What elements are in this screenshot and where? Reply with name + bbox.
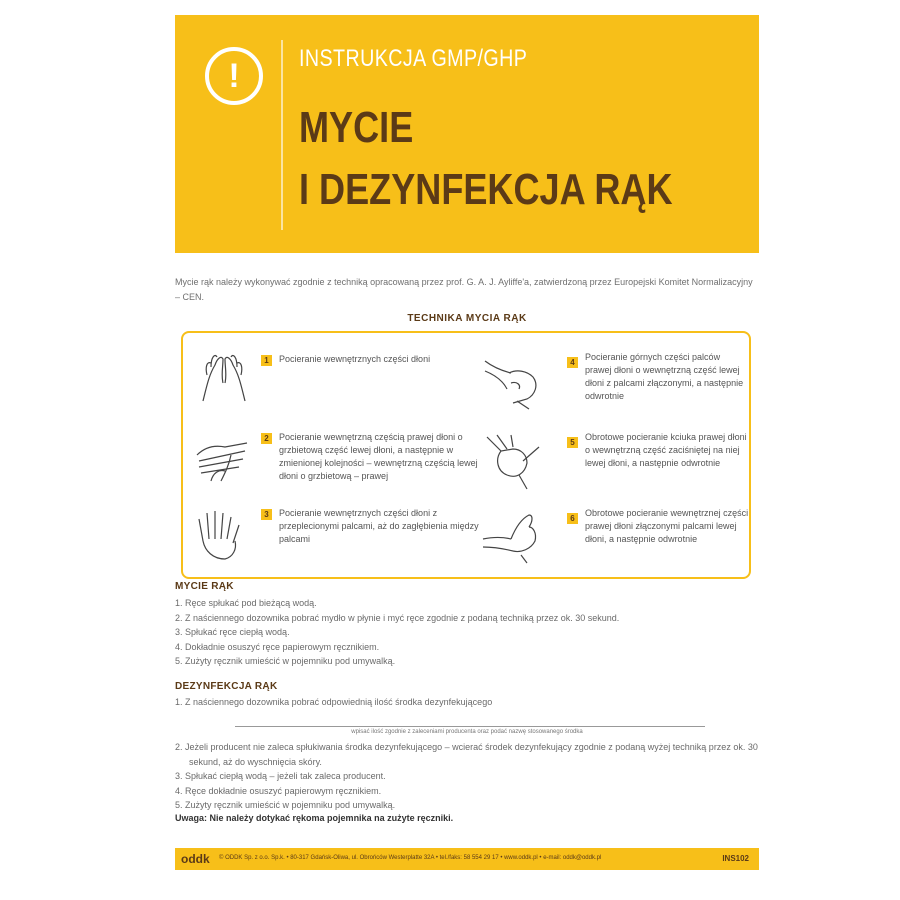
oddk-logo: oddk bbox=[181, 852, 210, 866]
list-item: 5. Zużyty ręcznik umieścić w pojemniku pod umywalką. bbox=[175, 800, 396, 810]
step-number: 6 bbox=[567, 513, 578, 524]
list-item: 3. Spłukać ręce ciepłą wodą. bbox=[175, 627, 290, 637]
hand-interlaced-icon bbox=[191, 505, 253, 563]
list-item: 4. Ręce dokładnie osuszyć papierowym ręcznikiem. bbox=[175, 785, 382, 796]
list-item: 5. Zużyty ręcznik umieścić w pojemniku pod umywalką. bbox=[175, 656, 396, 666]
exclamation-circle-icon: ! bbox=[205, 47, 263, 105]
step-text: Obrotowe pocieranie kciuka prawej dłoni o wewnętrzną część zaciśniętej na niej lewej dłoni, a następnie odwrotnie bbox=[585, 432, 747, 468]
technique-steps-box bbox=[181, 331, 751, 579]
hand-fingers-icon bbox=[483, 353, 545, 411]
footer-address: © ODDK Sp. z o.o. Sp.k. • 80-317 Gdańsk-Oliwa, ul. Obrońców Westerplatte 32A • tel./faks: 58 554 29 17 • www.oddk.pl • e-mail: oddk@oddk.pl bbox=[219, 855, 602, 861]
step-text: Pocieranie wewnętrzną częścią prawej dłoni o grzbietową część lewej dłoni, a następnie w zmienionej kolejności – wewnętrzną częścią lewej dłoni o grzbietową – prawej bbox=[279, 432, 478, 481]
step-text: Pocieranie górnych części palców prawej dłoni o wewnętrzną część lewej dłoni z palcami złączonymi, a następnie odwrotnie bbox=[585, 352, 744, 401]
title-line-2: I DEZYNFEKCJA RĄK bbox=[299, 165, 673, 214]
fill-in-note: wpisać ilość zgodnie z zaleceniami producenta oraz podać nazwę stosowanego środka bbox=[351, 729, 583, 735]
step-number: 4 bbox=[567, 357, 578, 368]
washing-title: MYCIE RĄK bbox=[175, 581, 234, 592]
list-item: 4. Dokładnie osuszyć ręce papierowym ręcznikiem. bbox=[175, 641, 380, 652]
footer-bar bbox=[175, 848, 759, 870]
title-line-1: MYCIE bbox=[299, 103, 414, 152]
list-item: 2. Z naściennego dozownika pobrać mydło w płynie i myć ręce zgodnie z podaną techniką przez ok. 30 sekund. bbox=[175, 612, 620, 623]
poster bbox=[175, 15, 759, 875]
hand-rotation-icon bbox=[481, 507, 543, 565]
technique-title: TECHNIKA MYCIA RĄK bbox=[407, 313, 527, 324]
list-item: 2. Jeżeli producent nie zaleca spłukiwania środka dezynfekującego – wcierać środek dezynfekujący zgodnie z podaną wyżej techniką przez ok. 30 sekund, aż do wyschnięcia skóry. bbox=[175, 742, 758, 767]
list-item: 1. Z naściennego dozownika pobrać odpowiednią ilość środka dezynfekującego bbox=[175, 697, 493, 707]
list-item: 1. Ręce spłukać pod bieżącą wodą. bbox=[175, 598, 317, 608]
step-number: 3 bbox=[261, 509, 272, 520]
warning-note: Uwaga: Nie należy dotykać rękoma pojemnika na zużyte ręczniki. bbox=[175, 813, 454, 823]
list-item: 3. Spłukać ciepłą wodą – jeżeli tak zaleca producent. bbox=[175, 771, 386, 781]
step-text: Pocieranie wewnętrznych części dłoni z przeplecionymi palcami, aż do zagłębienia między palcami bbox=[279, 508, 479, 544]
hand-thumb-icon bbox=[483, 433, 545, 491]
step-number: 5 bbox=[567, 437, 578, 448]
step-text: Obrotowe pocieranie wewnętrznej części prawej dłoni złączonymi palcami lewej dłoni, a następnie odwrotnie bbox=[585, 508, 749, 544]
hand-back-icon bbox=[191, 425, 253, 483]
document-code: INS102 bbox=[722, 854, 749, 863]
disinfection-list bbox=[175, 740, 759, 813]
washing-list bbox=[175, 596, 759, 669]
step-number: 1 bbox=[261, 355, 272, 366]
hand-palms-icon bbox=[193, 345, 255, 403]
disinfection-list-first bbox=[175, 695, 759, 710]
header-banner bbox=[175, 15, 759, 253]
step-number: 2 bbox=[261, 433, 272, 444]
disinfection-title: DEZYNFEKCJA RĄK bbox=[175, 681, 278, 692]
instruction-kicker: INSTRUKCJA GMP/GHP bbox=[299, 45, 528, 72]
fill-in-line bbox=[235, 726, 705, 727]
header-divider bbox=[281, 40, 283, 230]
step-text: Pocieranie wewnętrznych części dłoni bbox=[279, 354, 431, 364]
intro-text: Mycie rąk należy wykonywać zgodnie z techniką opracowaną przez prof. G. A. J. Ayliffe'a, zatwierdzoną przez Europejski Komitet Normalizacyjny – CEN. bbox=[175, 277, 753, 302]
